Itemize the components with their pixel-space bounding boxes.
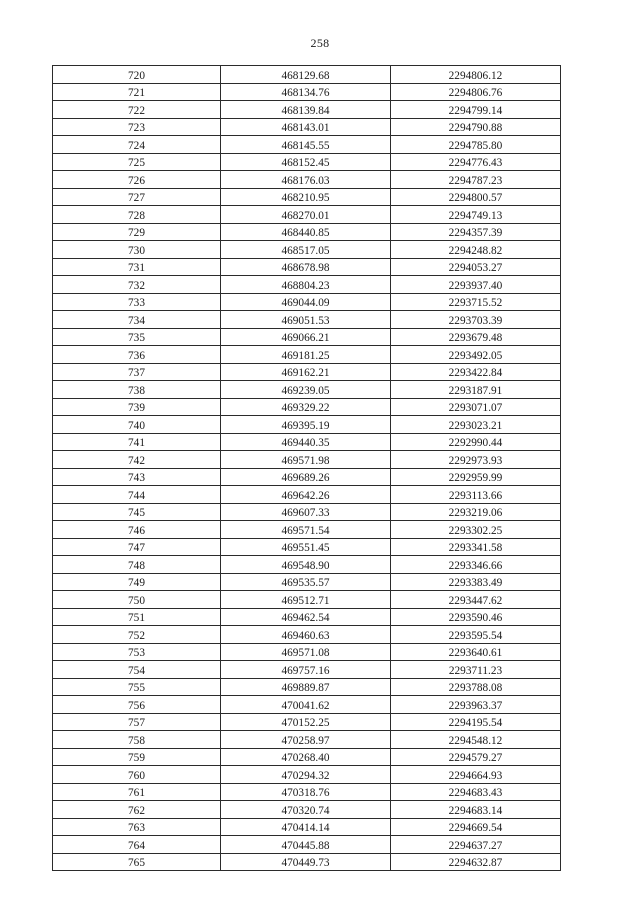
- y-coordinate-cell: 2294806.76: [391, 83, 561, 101]
- point-number-cell: 757: [53, 713, 221, 731]
- y-coordinate-cell: 2294579.27: [391, 748, 561, 766]
- point-number-cell: 724: [53, 136, 221, 154]
- point-number-cell: 732: [53, 276, 221, 294]
- x-coordinate-cell: 469329.22: [221, 398, 391, 416]
- y-coordinate-cell: 2293492.05: [391, 346, 561, 364]
- page-number: 258: [310, 36, 330, 50]
- y-coordinate-cell: 2293788.08: [391, 678, 561, 696]
- y-coordinate-cell: 2294749.13: [391, 206, 561, 224]
- y-coordinate-cell: 2293703.39: [391, 311, 561, 329]
- x-coordinate-cell: 470152.25: [221, 713, 391, 731]
- x-coordinate-cell: 468804.23: [221, 276, 391, 294]
- table-row: [53, 416, 561, 434]
- y-coordinate-cell: 2293346.66: [391, 556, 561, 574]
- point-number-cell: 745: [53, 503, 221, 521]
- table-row: [53, 626, 561, 644]
- y-coordinate-cell: 2293341.58: [391, 538, 561, 556]
- y-coordinate-cell: 2294548.12: [391, 731, 561, 749]
- y-coordinate-cell: 2293963.37: [391, 696, 561, 714]
- table-row: [53, 223, 561, 241]
- point-number-cell: 723: [53, 118, 221, 136]
- x-coordinate-cell: 470320.74: [221, 801, 391, 819]
- y-coordinate-cell: 2293219.06: [391, 503, 561, 521]
- x-coordinate-cell: 469689.26: [221, 468, 391, 486]
- point-number-cell: 762: [53, 801, 221, 819]
- table-row: [53, 153, 561, 171]
- table-row: [53, 188, 561, 206]
- x-coordinate-cell: 469642.26: [221, 486, 391, 504]
- table-row: [53, 538, 561, 556]
- x-coordinate-cell: 468517.05: [221, 241, 391, 259]
- x-coordinate-cell: 468678.98: [221, 258, 391, 276]
- y-coordinate-cell: 2293715.52: [391, 293, 561, 311]
- x-coordinate-cell: 468143.01: [221, 118, 391, 136]
- y-coordinate-cell: 2293023.21: [391, 416, 561, 434]
- table-row: [53, 696, 561, 714]
- y-coordinate-cell: 2293383.49: [391, 573, 561, 591]
- y-coordinate-cell: 2294195.54: [391, 713, 561, 731]
- x-coordinate-cell: 469607.33: [221, 503, 391, 521]
- y-coordinate-cell: 2292973.93: [391, 451, 561, 469]
- y-coordinate-cell: 2294799.14: [391, 101, 561, 119]
- point-number-cell: 727: [53, 188, 221, 206]
- table-row: [53, 608, 561, 626]
- point-number-cell: 736: [53, 346, 221, 364]
- y-coordinate-cell: 2294776.43: [391, 153, 561, 171]
- table-row: [53, 293, 561, 311]
- table-row: [53, 801, 561, 819]
- x-coordinate-cell: 469460.63: [221, 626, 391, 644]
- table-row: [53, 136, 561, 154]
- table-row: [53, 661, 561, 679]
- x-coordinate-cell: 470258.97: [221, 731, 391, 749]
- x-coordinate-cell: 470268.40: [221, 748, 391, 766]
- point-number-cell: 750: [53, 591, 221, 609]
- y-coordinate-cell: 2293302.25: [391, 521, 561, 539]
- point-number-cell: 755: [53, 678, 221, 696]
- x-coordinate-cell: 470445.88: [221, 836, 391, 854]
- point-number-cell: 760: [53, 766, 221, 784]
- y-coordinate-cell: 2293113.66: [391, 486, 561, 504]
- table-row: [53, 713, 561, 731]
- point-number-cell: 720: [53, 66, 221, 84]
- table-row: [53, 363, 561, 381]
- coordinates-table-body: [53, 66, 561, 871]
- point-number-cell: 738: [53, 381, 221, 399]
- table-row: [53, 101, 561, 119]
- x-coordinate-cell: 469571.08: [221, 643, 391, 661]
- y-coordinate-cell: 2294800.57: [391, 188, 561, 206]
- point-number-cell: 740: [53, 416, 221, 434]
- y-coordinate-cell: 2293640.61: [391, 643, 561, 661]
- point-number-cell: 731: [53, 258, 221, 276]
- point-number-cell: 737: [53, 363, 221, 381]
- point-number-cell: 748: [53, 556, 221, 574]
- y-coordinate-cell: 2294637.27: [391, 836, 561, 854]
- table-row: [53, 836, 561, 854]
- y-coordinate-cell: 2293679.48: [391, 328, 561, 346]
- y-coordinate-cell: 2292990.44: [391, 433, 561, 451]
- table-row: [53, 853, 561, 871]
- table-row: [53, 503, 561, 521]
- y-coordinate-cell: 2293071.07: [391, 398, 561, 416]
- table-row: [53, 731, 561, 749]
- table-row: [53, 276, 561, 294]
- x-coordinate-cell: 470294.32: [221, 766, 391, 784]
- x-coordinate-cell: 468139.84: [221, 101, 391, 119]
- coordinates-table: [52, 65, 561, 871]
- y-coordinate-cell: 2294664.93: [391, 766, 561, 784]
- point-number-cell: 728: [53, 206, 221, 224]
- table-row: [53, 66, 561, 84]
- x-coordinate-cell: 469051.53: [221, 311, 391, 329]
- point-number-cell: 763: [53, 818, 221, 836]
- x-coordinate-cell: 469512.71: [221, 591, 391, 609]
- point-number-cell: 721: [53, 83, 221, 101]
- x-coordinate-cell: 469440.35: [221, 433, 391, 451]
- y-coordinate-cell: 2294683.14: [391, 801, 561, 819]
- table-row: [53, 118, 561, 136]
- x-coordinate-cell: 469889.87: [221, 678, 391, 696]
- y-coordinate-cell: 2293595.54: [391, 626, 561, 644]
- point-number-cell: 751: [53, 608, 221, 626]
- table-row: [53, 171, 561, 189]
- table-row: [53, 83, 561, 101]
- table-row: [53, 468, 561, 486]
- table-row: [53, 206, 561, 224]
- x-coordinate-cell: 469239.05: [221, 381, 391, 399]
- x-coordinate-cell: 469571.98: [221, 451, 391, 469]
- table-row: [53, 748, 561, 766]
- point-number-cell: 729: [53, 223, 221, 241]
- table-row: [53, 678, 561, 696]
- y-coordinate-cell: 2294248.82: [391, 241, 561, 259]
- point-number-cell: 733: [53, 293, 221, 311]
- x-coordinate-cell: 470449.73: [221, 853, 391, 871]
- point-number-cell: 741: [53, 433, 221, 451]
- x-coordinate-cell: 468270.01: [221, 206, 391, 224]
- table-row: [53, 346, 561, 364]
- x-coordinate-cell: 469535.57: [221, 573, 391, 591]
- y-coordinate-cell: 2294785.80: [391, 136, 561, 154]
- table-row: [53, 311, 561, 329]
- y-coordinate-cell: 2292959.99: [391, 468, 561, 486]
- table-row: [53, 783, 561, 801]
- table-row: [53, 241, 561, 259]
- table-row: [53, 258, 561, 276]
- x-coordinate-cell: 469551.45: [221, 538, 391, 556]
- point-number-cell: 765: [53, 853, 221, 871]
- point-number-cell: 722: [53, 101, 221, 119]
- y-coordinate-cell: 2294683.43: [391, 783, 561, 801]
- y-coordinate-cell: 2293447.62: [391, 591, 561, 609]
- table-row: [53, 766, 561, 784]
- x-coordinate-cell: 469181.25: [221, 346, 391, 364]
- point-number-cell: 746: [53, 521, 221, 539]
- table-row: [53, 328, 561, 346]
- table-row: [53, 591, 561, 609]
- x-coordinate-cell: 468210.95: [221, 188, 391, 206]
- x-coordinate-cell: 469757.16: [221, 661, 391, 679]
- table-row: [53, 486, 561, 504]
- point-number-cell: 730: [53, 241, 221, 259]
- y-coordinate-cell: 2293711.23: [391, 661, 561, 679]
- point-number-cell: 749: [53, 573, 221, 591]
- x-coordinate-cell: 469462.54: [221, 608, 391, 626]
- point-number-cell: 743: [53, 468, 221, 486]
- point-number-cell: 752: [53, 626, 221, 644]
- table-row: [53, 573, 561, 591]
- x-coordinate-cell: 468129.68: [221, 66, 391, 84]
- x-coordinate-cell: 470318.76: [221, 783, 391, 801]
- x-coordinate-cell: 469044.09: [221, 293, 391, 311]
- point-number-cell: 758: [53, 731, 221, 749]
- x-coordinate-cell: 468152.45: [221, 153, 391, 171]
- table-row: [53, 643, 561, 661]
- y-coordinate-cell: 2294357.39: [391, 223, 561, 241]
- point-number-cell: 761: [53, 783, 221, 801]
- table-row: [53, 433, 561, 451]
- y-coordinate-cell: 2294790.88: [391, 118, 561, 136]
- point-number-cell: 756: [53, 696, 221, 714]
- point-number-cell: 742: [53, 451, 221, 469]
- x-coordinate-cell: 469395.19: [221, 416, 391, 434]
- table-row: [53, 398, 561, 416]
- x-coordinate-cell: 470414.14: [221, 818, 391, 836]
- y-coordinate-cell: 2293937.40: [391, 276, 561, 294]
- x-coordinate-cell: 469066.21: [221, 328, 391, 346]
- point-number-cell: 734: [53, 311, 221, 329]
- y-coordinate-cell: 2294787.23: [391, 171, 561, 189]
- table-row: [53, 556, 561, 574]
- x-coordinate-cell: 468145.55: [221, 136, 391, 154]
- x-coordinate-cell: 469571.54: [221, 521, 391, 539]
- table-row: [53, 521, 561, 539]
- x-coordinate-cell: 469548.90: [221, 556, 391, 574]
- x-coordinate-cell: 468440.85: [221, 223, 391, 241]
- table-row: [53, 451, 561, 469]
- x-coordinate-cell: 469162.21: [221, 363, 391, 381]
- y-coordinate-cell: 2293187.91: [391, 381, 561, 399]
- point-number-cell: 725: [53, 153, 221, 171]
- point-number-cell: 747: [53, 538, 221, 556]
- point-number-cell: 744: [53, 486, 221, 504]
- y-coordinate-cell: 2293590.46: [391, 608, 561, 626]
- point-number-cell: 726: [53, 171, 221, 189]
- y-coordinate-cell: 2294632.87: [391, 853, 561, 871]
- table-row: [53, 818, 561, 836]
- y-coordinate-cell: 2294806.12: [391, 66, 561, 84]
- point-number-cell: 764: [53, 836, 221, 854]
- point-number-cell: 759: [53, 748, 221, 766]
- point-number-cell: 753: [53, 643, 221, 661]
- point-number-cell: 739: [53, 398, 221, 416]
- y-coordinate-cell: 2294669.54: [391, 818, 561, 836]
- x-coordinate-cell: 470041.62: [221, 696, 391, 714]
- x-coordinate-cell: 468134.76: [221, 83, 391, 101]
- y-coordinate-cell: 2294053.27: [391, 258, 561, 276]
- x-coordinate-cell: 468176.03: [221, 171, 391, 189]
- point-number-cell: 754: [53, 661, 221, 679]
- y-coordinate-cell: 2293422.84: [391, 363, 561, 381]
- table-row: [53, 381, 561, 399]
- point-number-cell: 735: [53, 328, 221, 346]
